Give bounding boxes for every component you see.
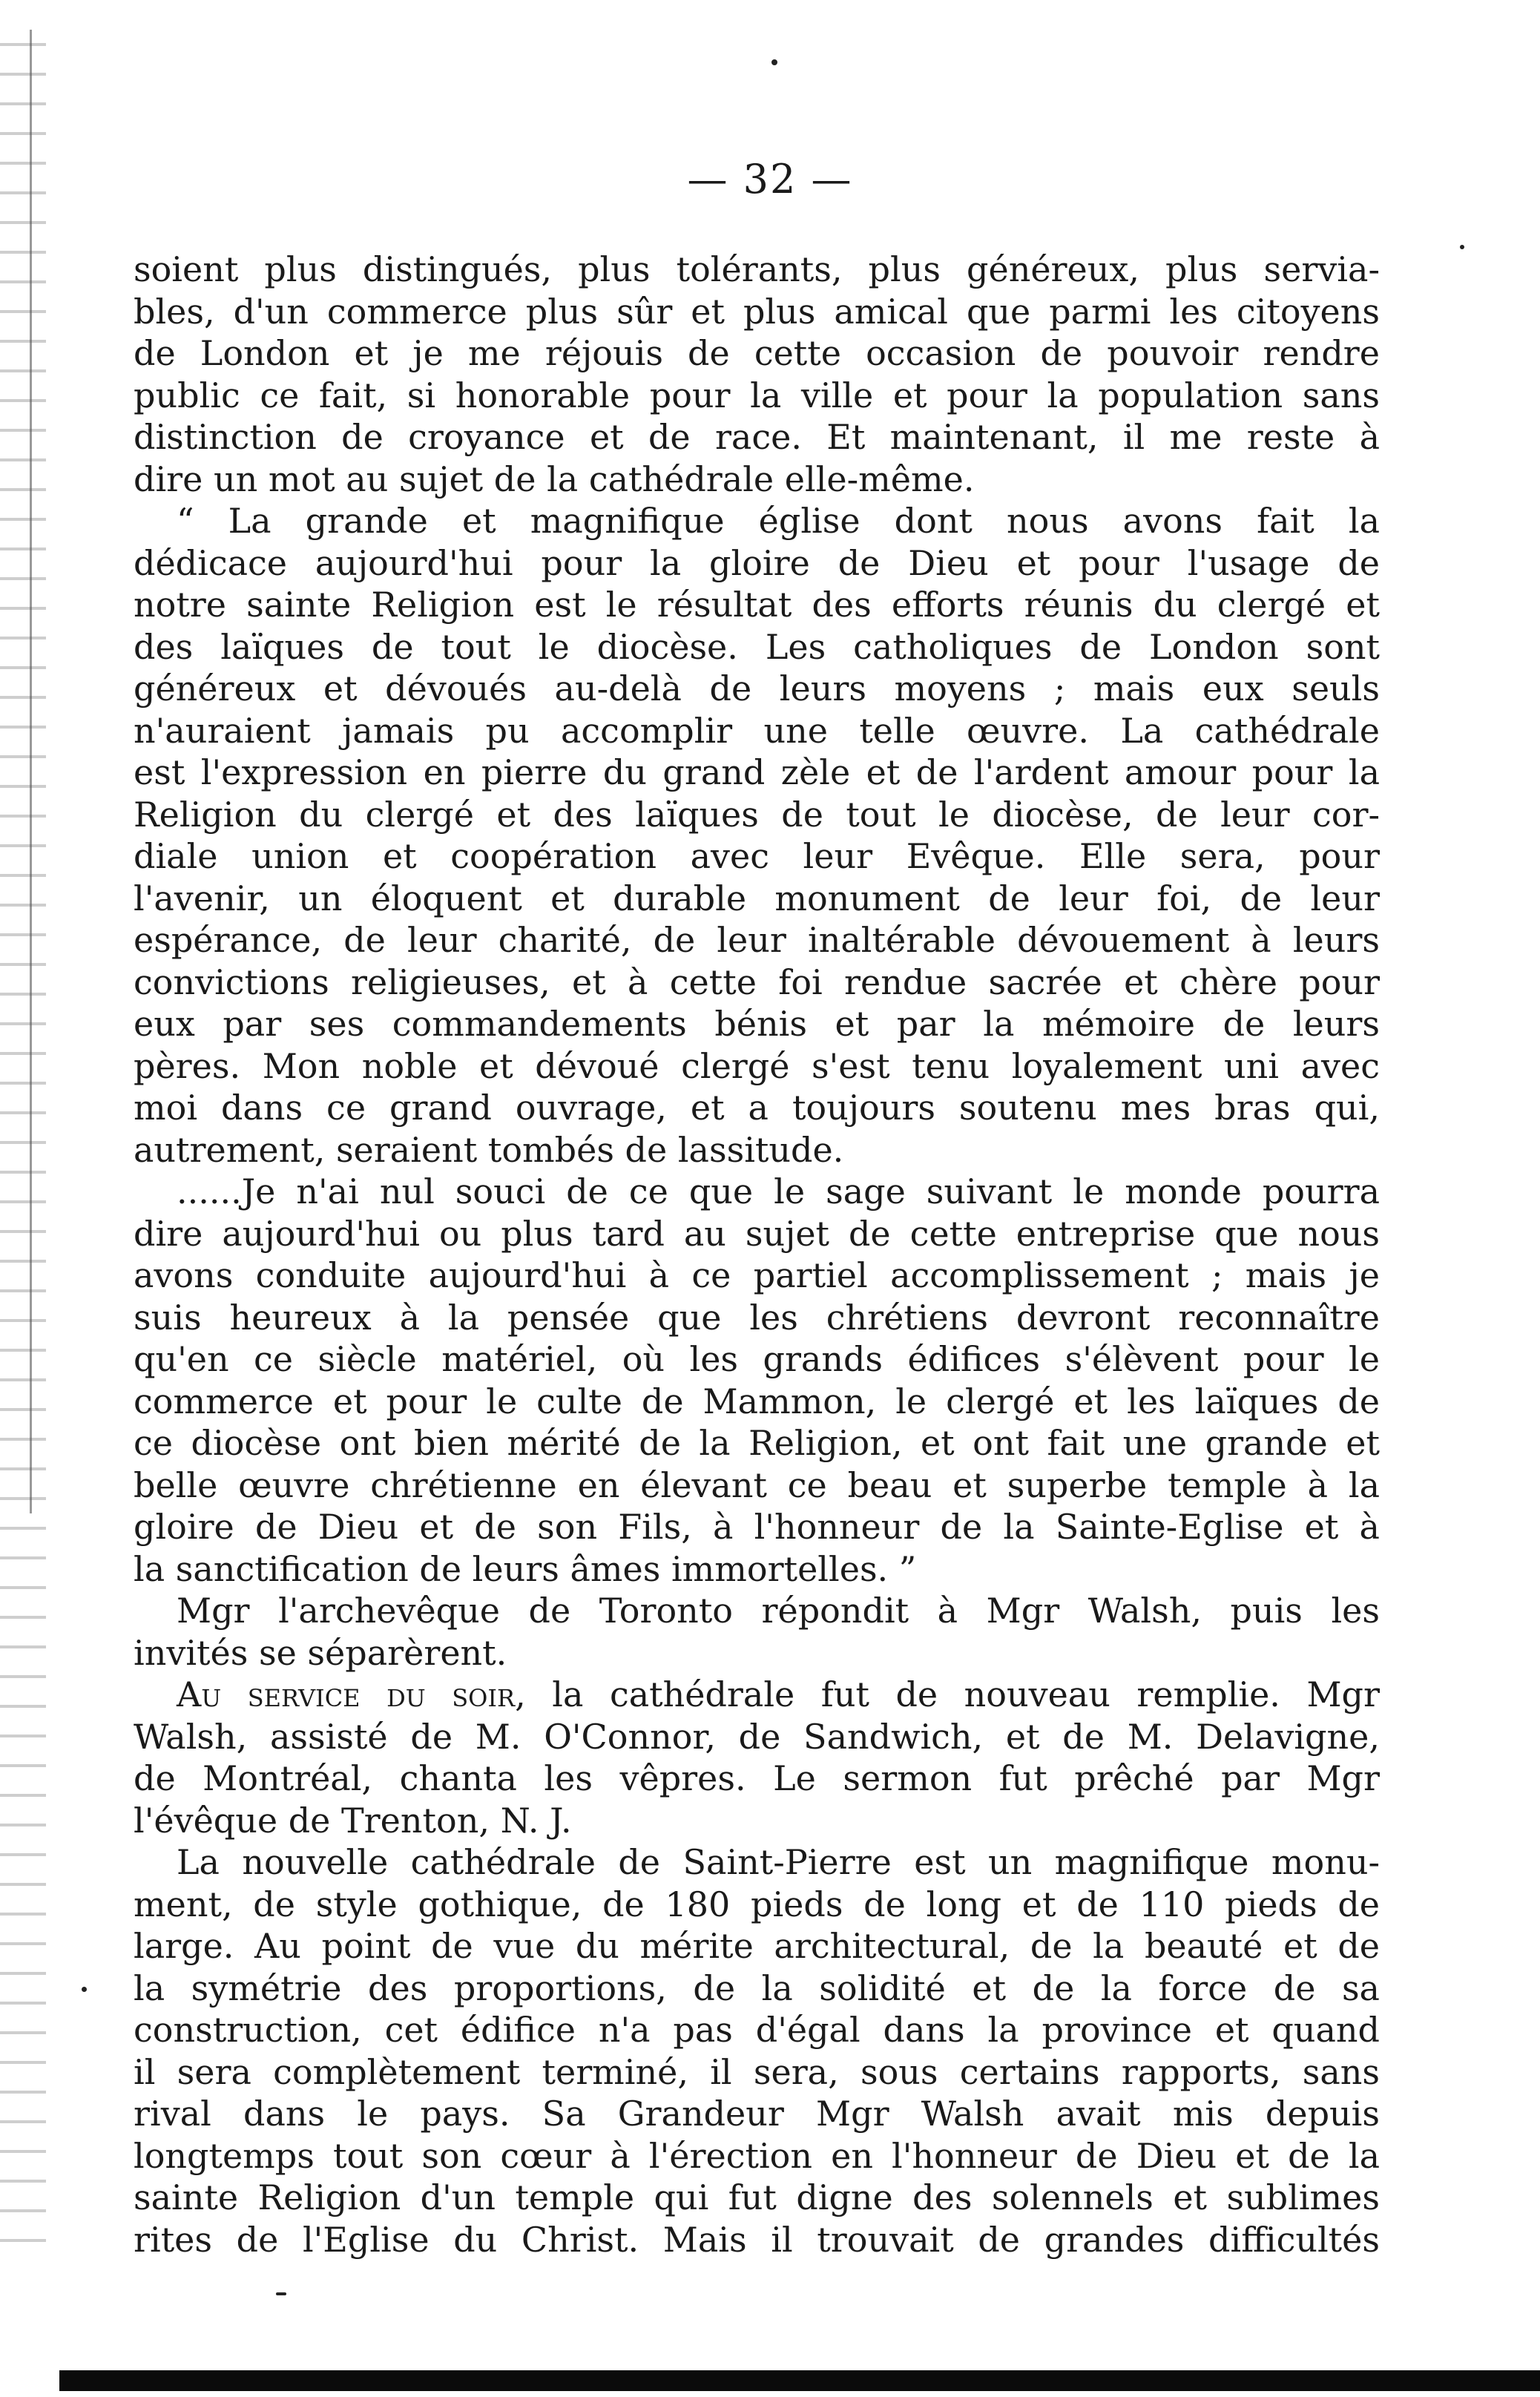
text-line: distinction de croyance et de race. Et maintenant, il me reste à <box>134 417 1380 457</box>
text-line: suis heureux à la pensée que les chrétiens devront reconnaître <box>134 1297 1380 1338</box>
text-line: ce diocèse ont bien mérité de la Religion, et ont fait une grande et <box>134 1423 1380 1463</box>
text-line: avons conduite aujourd'hui à ce partiel accomplissement ; mais je <box>134 1255 1380 1295</box>
text-line: Walsh, assisté de M. O'Connor, de Sandwich, et de M. Delavigne, <box>134 1716 1380 1757</box>
text-line: public ce fait, si honorable pour la ville et pour la population sans <box>134 375 1380 415</box>
text-line: la symétrie des proportions, de la solidité et de la force de sa <box>134 1967 1380 2008</box>
text-line: généreux et dévoués au-delà de leurs moyens ; mais eux seuls <box>134 668 1380 708</box>
text-run: la cathédrale fut de nouveau remplie. Mgr <box>525 1674 1380 1714</box>
text-line: gloire de Dieu et de son Fils, à l'honneur de la Sainte-Eglise et à <box>134 1507 1380 1547</box>
text-line: invités se séparèrent. <box>134 1632 507 1673</box>
text-line: de London et je me réjouis de cette occasion de pouvoir rendre <box>134 333 1380 373</box>
text-line: pères. Mon noble et dévoué clergé s'est tenu loyalement uni avec <box>134 1045 1380 1086</box>
text-line: il sera complètement terminé, il sera, sous certains rapports, sans <box>134 2051 1380 2092</box>
text-line: Mgr l'archevêque de Toronto répondit à Mgr Walsh, puis les <box>177 1591 1380 1631</box>
text-line: bles, d'un commerce plus sûr et plus amical que parmi les citoyens <box>134 291 1380 332</box>
text-line: espérance, de leur charité, de leur inaltérable dévouement à leurs <box>134 920 1380 960</box>
text-line: qu'en ce siècle matériel, où les grands édifices s'élèvent pour le <box>134 1339 1380 1379</box>
page-number: — 32 — <box>687 156 853 203</box>
text-line: diale union et coopération avec leur Evêque. Elle sera, pour <box>134 836 1380 876</box>
text-line: rites de l'Eglise du Christ. Mais il trouvait de grandes difficultés <box>134 2219 1380 2260</box>
text-line: de Montréal, chanta les vêpres. Le sermon fut prêché par Mgr <box>134 1758 1380 1798</box>
scan-speck <box>1460 245 1464 249</box>
text-line: dire aujourd'hui ou plus tard au sujet de cette entreprise que nous <box>134 1213 1380 1254</box>
text-line: n'auraient jamais pu accomplir une telle œuvre. La cathédrale <box>134 710 1380 751</box>
text-line: soient plus distingués, plus tolérants, plus généreux, plus servia- <box>134 249 1380 289</box>
text-line: large. Au point de vue du mérite architectural, de la beauté et de <box>134 1926 1380 1966</box>
text-line: convictions religieuses, et à cette foi rendue sacrée et chère pour <box>134 961 1380 1002</box>
text-line: dire un mot au sujet de la cathédrale elle-même. <box>134 458 975 499</box>
text-line: ......Je n'ai nul souci de ce que le sage suivant le monde pourra <box>177 1171 1380 1211</box>
text-line: des laïques de tout le diocèse. Les catholiques de London sont <box>134 626 1380 667</box>
text-line: est l'expression en pierre du grand zèle et de l'ardent amour pour la <box>134 752 1380 792</box>
text-line: sainte Religion d'un temple qui fut digne des solennels et sublimes <box>134 2177 1380 2217</box>
text-line: belle œuvre chrétienne en élevant ce beau et superbe temple à la <box>134 1464 1380 1505</box>
text-line: l'avenir, un éloquent et durable monument de leur foi, de leur <box>134 878 1380 918</box>
text-line: La nouvelle cathédrale de Saint-Pierre est un magnifique monu- <box>177 1842 1380 1882</box>
scan-speck <box>82 1987 87 1992</box>
text-line: commerce et pour le culte de Mammon, le clergé et les laïques de <box>134 1381 1380 1421</box>
text-line: la sanctification de leurs âmes immortelles. ” <box>134 1548 917 1589</box>
text-line: ment, de style gothique, de 180 pieds de long et de 110 pieds de <box>134 1884 1380 1924</box>
text-line: dédicace aujourd'hui pour la gloire de Dieu et pour l'usage de <box>134 542 1380 583</box>
scan-edge-line <box>30 30 32 1513</box>
text-line: construction, cet édifice n'a pas d'égal dans la province et quand <box>134 2010 1380 2050</box>
scan-speck <box>276 2292 286 2295</box>
text-line: longtemps tout son cœur à l'érection en l'honneur de Dieu et de la <box>134 2135 1380 2176</box>
text-line: Religion du clergé et des laïques de tout le diocèse, de leur cor- <box>134 794 1380 835</box>
text-line: l'évêque de Trenton, N. J. <box>134 1800 572 1841</box>
text-line: moi dans ce grand ouvrage, et a toujours soutenu mes bras qui, <box>134 1088 1380 1128</box>
small-caps-lead: Au service du soir, <box>177 1674 526 1714</box>
scan-bottom-edge <box>59 2370 1540 2391</box>
text-line: eux par ses commandements bénis et par la mémoire de leurs <box>134 1004 1380 1044</box>
text-line: notre sainte Religion est le résultat des efforts réunis du clergé et <box>134 585 1380 625</box>
text-line: rival dans le pays. Sa Grandeur Mgr Walsh avait mis depuis <box>134 2094 1380 2134</box>
scan-edge-artifact <box>0 30 46 2255</box>
text-line: autrement, seraient tombés de lassitude. <box>134 1129 844 1170</box>
scan-speck <box>771 59 777 65</box>
text-line: “ La grande et magnifique église dont nous avons fait la <box>177 501 1380 541</box>
body-text <box>134 249 1380 2260</box>
text-line <box>134 1674 1380 1716</box>
